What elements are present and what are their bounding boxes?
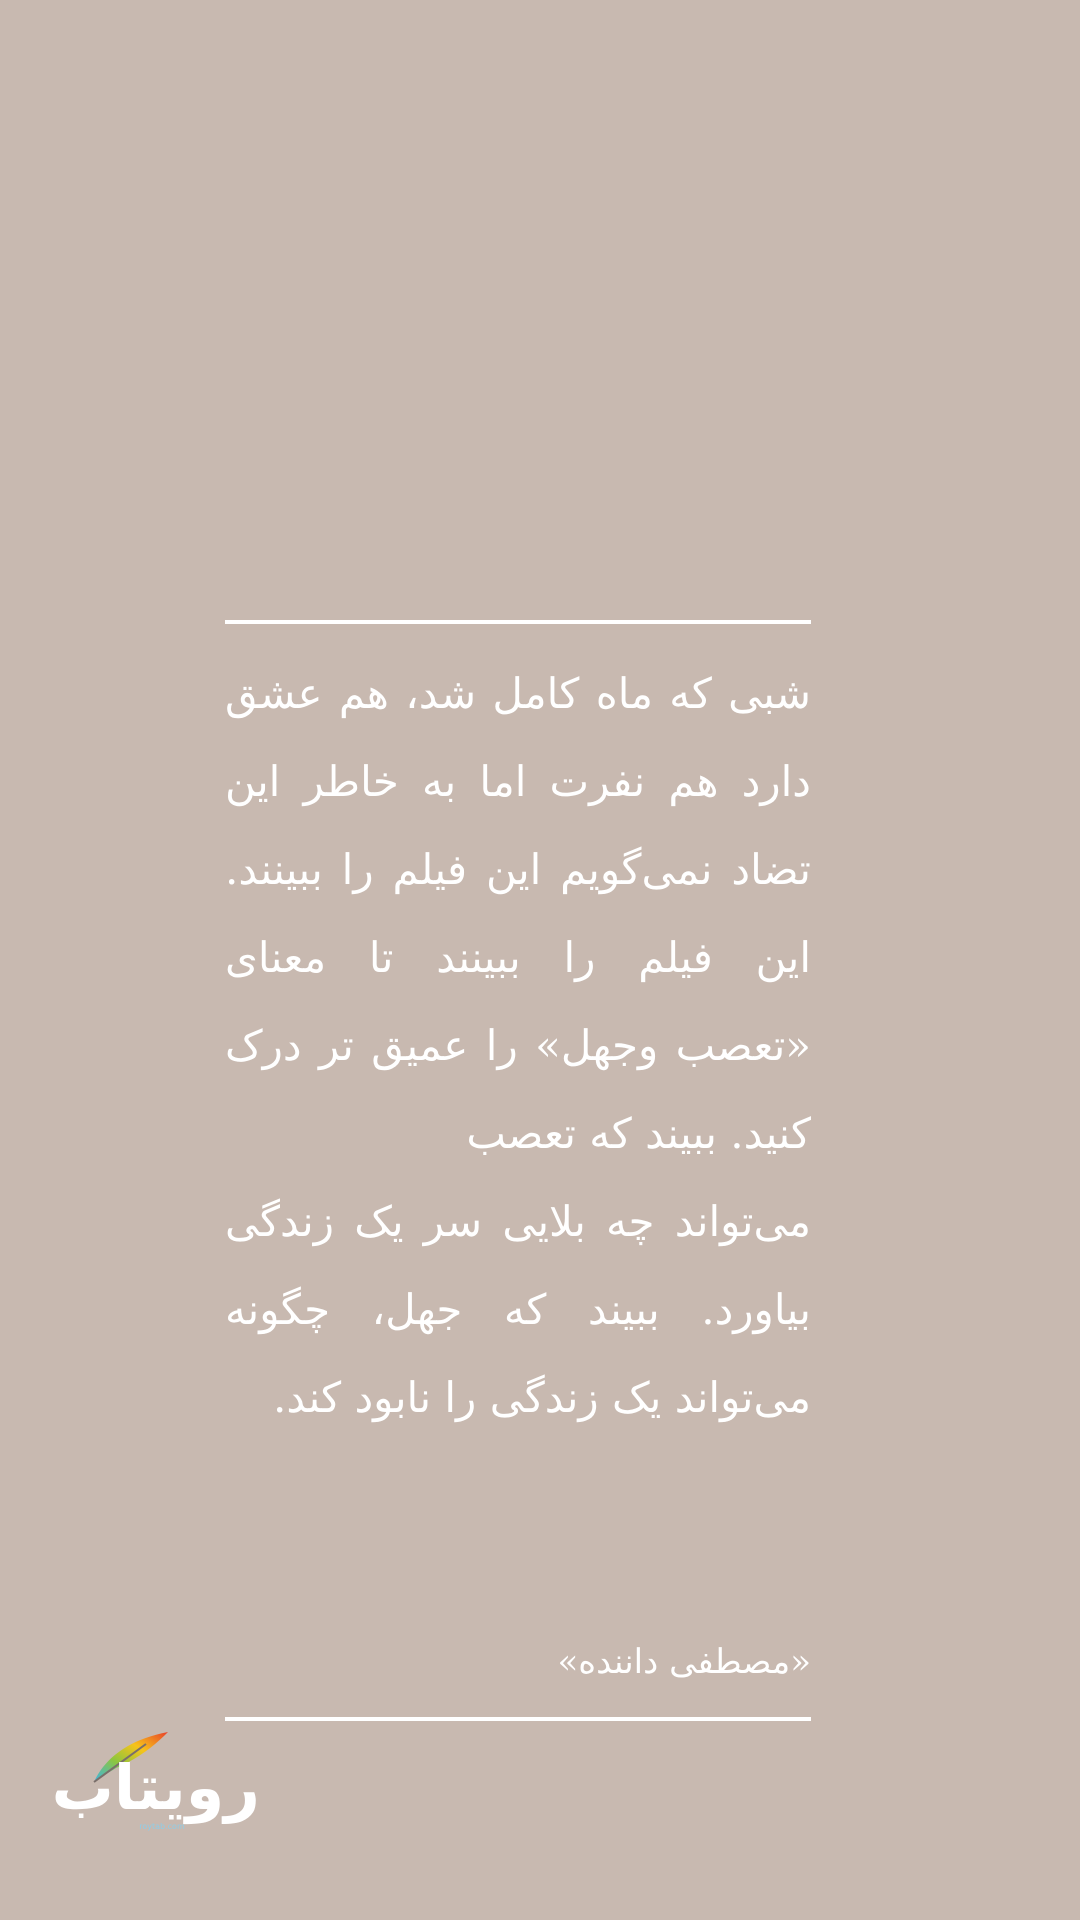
bottom-divider xyxy=(225,1717,811,1721)
top-divider xyxy=(225,620,811,624)
logo-subtext: roytab.com xyxy=(139,1822,185,1831)
quote-attribution: «مصطفی داننده» xyxy=(557,1642,811,1682)
quote-paragraph-1: شبی که ماه کامل شد، هم عشق دارد هم نفرت اما به خاطر این تضاد نمی‌گویم این فیلم را ببینند. این فیلم را ببینند تا معنای «تعصب وجهل» را عمیق تر درک کنید. ببیند که تعصب xyxy=(225,669,811,1158)
logo-wordmark: رویتاب xyxy=(51,1751,260,1824)
brand-logo xyxy=(51,1726,260,1836)
quote-paragraph-2: می‌تواند چه بلایی سر یک زندگی بیاورد. ببیند که جهل، چگونه می‌تواند یک زندگی را نابود کند. xyxy=(225,1197,811,1422)
quote-text xyxy=(225,650,811,1442)
